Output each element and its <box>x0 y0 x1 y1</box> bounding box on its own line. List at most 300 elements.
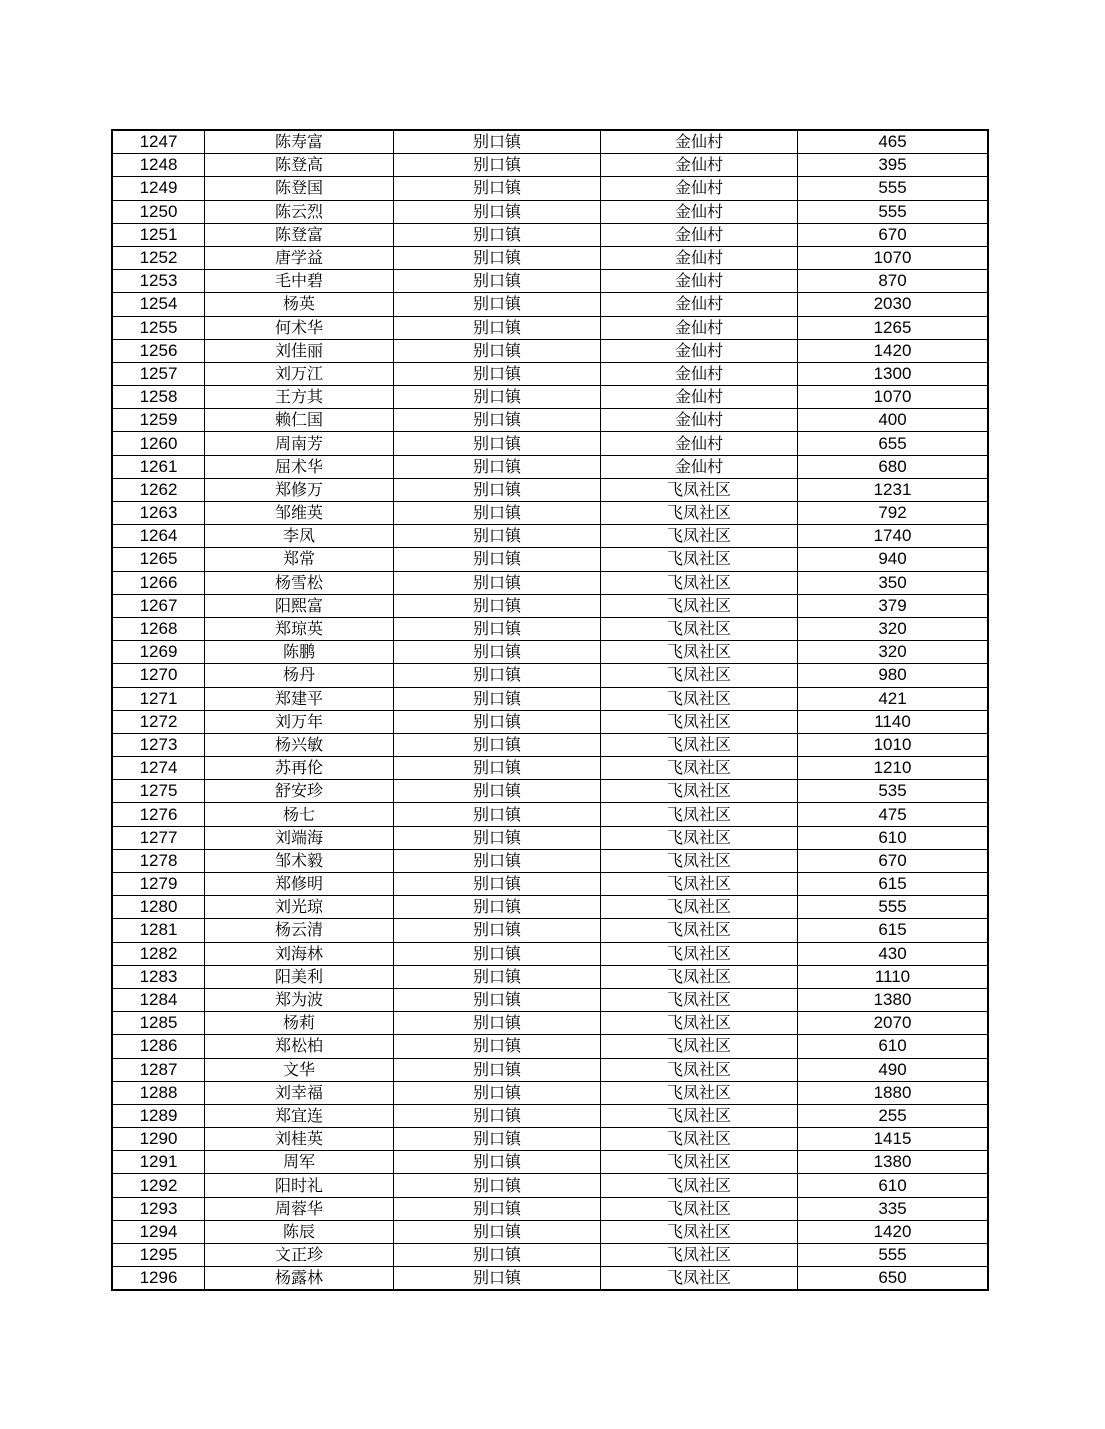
table-row <box>112 130 988 154</box>
table-row <box>112 733 988 756</box>
table-row <box>112 1174 988 1197</box>
table-row <box>112 1128 988 1151</box>
table-row <box>112 502 988 525</box>
amount-cell: 1265 <box>798 316 989 339</box>
amount-cell: 792 <box>798 502 989 525</box>
village-cell: 金仙村 <box>601 293 798 316</box>
village-cell: 金仙村 <box>601 362 798 385</box>
row-number-cell: 1261 <box>112 455 205 478</box>
town-cell: 别口镇 <box>394 617 601 640</box>
village-cell: 金仙村 <box>601 339 798 362</box>
amount-cell: 615 <box>798 873 989 896</box>
name-cell: 郑琼英 <box>205 617 394 640</box>
amount-cell: 980 <box>798 664 989 687</box>
amount-cell: 870 <box>798 270 989 293</box>
row-number-cell: 1266 <box>112 571 205 594</box>
amount-cell: 555 <box>798 177 989 200</box>
table-row <box>112 409 988 432</box>
name-cell: 苏再伦 <box>205 757 394 780</box>
row-number-cell: 1260 <box>112 432 205 455</box>
name-cell: 刘幸福 <box>205 1081 394 1104</box>
row-number-cell: 1258 <box>112 386 205 409</box>
table-row <box>112 826 988 849</box>
amount-cell: 475 <box>798 803 989 826</box>
row-number-cell: 1263 <box>112 502 205 525</box>
village-cell: 飞凤社区 <box>601 641 798 664</box>
row-number-cell: 1256 <box>112 339 205 362</box>
row-number-cell: 1268 <box>112 617 205 640</box>
town-cell: 别口镇 <box>394 1174 601 1197</box>
row-number-cell: 1293 <box>112 1197 205 1220</box>
table-row <box>112 270 988 293</box>
town-cell: 别口镇 <box>394 154 601 177</box>
town-cell: 别口镇 <box>394 849 601 872</box>
village-cell: 金仙村 <box>601 432 798 455</box>
name-cell: 陈登富 <box>205 223 394 246</box>
name-cell: 刘光琼 <box>205 896 394 919</box>
village-cell: 金仙村 <box>601 154 798 177</box>
table-row <box>112 1081 988 1104</box>
row-number-cell: 1278 <box>112 849 205 872</box>
row-number-cell: 1281 <box>112 919 205 942</box>
town-cell: 别口镇 <box>394 571 601 594</box>
name-cell: 舒安珍 <box>205 780 394 803</box>
village-cell: 飞凤社区 <box>601 548 798 571</box>
amount-cell: 650 <box>798 1267 989 1291</box>
name-cell: 杨兴敏 <box>205 733 394 756</box>
amount-cell: 680 <box>798 455 989 478</box>
amount-cell: 1010 <box>798 733 989 756</box>
table-body <box>112 130 988 1290</box>
table-row <box>112 1197 988 1220</box>
row-number-cell: 1290 <box>112 1128 205 1151</box>
table-row <box>112 1151 988 1174</box>
village-cell: 金仙村 <box>601 316 798 339</box>
row-number-cell: 1264 <box>112 525 205 548</box>
row-number-cell: 1287 <box>112 1058 205 1081</box>
row-number-cell: 1255 <box>112 316 205 339</box>
row-number-cell: 1279 <box>112 873 205 896</box>
town-cell: 别口镇 <box>394 1012 601 1035</box>
village-cell: 金仙村 <box>601 270 798 293</box>
town-cell: 别口镇 <box>394 293 601 316</box>
name-cell: 赖仁国 <box>205 409 394 432</box>
table-row <box>112 177 988 200</box>
amount-cell: 465 <box>798 130 989 154</box>
name-cell: 杨莉 <box>205 1012 394 1035</box>
name-cell: 邹术毅 <box>205 849 394 872</box>
town-cell: 别口镇 <box>394 362 601 385</box>
town-cell: 别口镇 <box>394 780 601 803</box>
name-cell: 郑为波 <box>205 988 394 1011</box>
table-row <box>112 432 988 455</box>
table-row <box>112 617 988 640</box>
name-cell: 杨云清 <box>205 919 394 942</box>
name-cell: 周军 <box>205 1151 394 1174</box>
name-cell: 郑常 <box>205 548 394 571</box>
village-cell: 飞凤社区 <box>601 896 798 919</box>
amount-cell: 379 <box>798 594 989 617</box>
town-cell: 别口镇 <box>394 873 601 896</box>
amount-cell: 1070 <box>798 246 989 269</box>
row-number-cell: 1280 <box>112 896 205 919</box>
village-cell: 飞凤社区 <box>601 710 798 733</box>
town-cell: 别口镇 <box>394 896 601 919</box>
name-cell: 杨雪松 <box>205 571 394 594</box>
name-cell: 周南芳 <box>205 432 394 455</box>
name-cell: 刘海林 <box>205 942 394 965</box>
name-cell: 郑修万 <box>205 478 394 501</box>
town-cell: 别口镇 <box>394 988 601 1011</box>
village-cell: 飞凤社区 <box>601 502 798 525</box>
town-cell: 别口镇 <box>394 409 601 432</box>
table-row <box>112 525 988 548</box>
amount-cell: 555 <box>798 200 989 223</box>
table-row <box>112 455 988 478</box>
data-table <box>111 129 989 1291</box>
town-cell: 别口镇 <box>394 1151 601 1174</box>
table-row <box>112 1267 988 1291</box>
village-cell: 飞凤社区 <box>601 664 798 687</box>
amount-cell: 1420 <box>798 1220 989 1243</box>
row-number-cell: 1285 <box>112 1012 205 1035</box>
row-number-cell: 1288 <box>112 1081 205 1104</box>
village-cell: 飞凤社区 <box>601 826 798 849</box>
town-cell: 别口镇 <box>394 942 601 965</box>
village-cell: 金仙村 <box>601 455 798 478</box>
table-row <box>112 548 988 571</box>
town-cell: 别口镇 <box>394 339 601 362</box>
town-cell: 别口镇 <box>394 594 601 617</box>
name-cell: 阳熙富 <box>205 594 394 617</box>
table-row <box>112 1104 988 1127</box>
row-number-cell: 1286 <box>112 1035 205 1058</box>
amount-cell: 615 <box>798 919 989 942</box>
row-number-cell: 1267 <box>112 594 205 617</box>
table-row <box>112 223 988 246</box>
row-number-cell: 1251 <box>112 223 205 246</box>
town-cell: 别口镇 <box>394 1267 601 1291</box>
town-cell: 别口镇 <box>394 1244 601 1267</box>
name-cell: 杨露林 <box>205 1267 394 1291</box>
village-cell: 飞凤社区 <box>601 1058 798 1081</box>
row-number-cell: 1259 <box>112 409 205 432</box>
name-cell: 李凤 <box>205 525 394 548</box>
town-cell: 别口镇 <box>394 919 601 942</box>
town-cell: 别口镇 <box>394 548 601 571</box>
table-row <box>112 803 988 826</box>
name-cell: 杨英 <box>205 293 394 316</box>
amount-cell: 940 <box>798 548 989 571</box>
name-cell: 阳美利 <box>205 965 394 988</box>
amount-cell: 320 <box>798 641 989 664</box>
town-cell: 别口镇 <box>394 1197 601 1220</box>
town-cell: 别口镇 <box>394 757 601 780</box>
village-cell: 飞凤社区 <box>601 803 798 826</box>
name-cell: 何术华 <box>205 316 394 339</box>
name-cell: 文华 <box>205 1058 394 1081</box>
name-cell: 邹维英 <box>205 502 394 525</box>
village-cell: 飞凤社区 <box>601 1244 798 1267</box>
village-cell: 飞凤社区 <box>601 594 798 617</box>
name-cell: 刘端海 <box>205 826 394 849</box>
amount-cell: 1110 <box>798 965 989 988</box>
town-cell: 别口镇 <box>394 687 601 710</box>
table-row <box>112 687 988 710</box>
town-cell: 别口镇 <box>394 270 601 293</box>
amount-cell: 610 <box>798 1174 989 1197</box>
town-cell: 别口镇 <box>394 641 601 664</box>
town-cell: 别口镇 <box>394 525 601 548</box>
row-number-cell: 1273 <box>112 733 205 756</box>
name-cell: 文正珍 <box>205 1244 394 1267</box>
row-number-cell: 1254 <box>112 293 205 316</box>
name-cell: 陈云烈 <box>205 200 394 223</box>
table-row <box>112 316 988 339</box>
amount-cell: 2030 <box>798 293 989 316</box>
name-cell: 杨丹 <box>205 664 394 687</box>
amount-cell: 490 <box>798 1058 989 1081</box>
row-number-cell: 1294 <box>112 1220 205 1243</box>
amount-cell: 255 <box>798 1104 989 1127</box>
name-cell: 屈术华 <box>205 455 394 478</box>
village-cell: 飞凤社区 <box>601 988 798 1011</box>
village-cell: 金仙村 <box>601 246 798 269</box>
table-row <box>112 780 988 803</box>
table-row <box>112 200 988 223</box>
town-cell: 别口镇 <box>394 177 601 200</box>
name-cell: 郑宜连 <box>205 1104 394 1127</box>
amount-cell: 350 <box>798 571 989 594</box>
town-cell: 别口镇 <box>394 386 601 409</box>
town-cell: 别口镇 <box>394 664 601 687</box>
town-cell: 别口镇 <box>394 130 601 154</box>
village-cell: 飞凤社区 <box>601 525 798 548</box>
name-cell: 陈鹏 <box>205 641 394 664</box>
village-cell: 飞凤社区 <box>601 687 798 710</box>
row-number-cell: 1276 <box>112 803 205 826</box>
name-cell: 刘万江 <box>205 362 394 385</box>
row-number-cell: 1253 <box>112 270 205 293</box>
village-cell: 飞凤社区 <box>601 733 798 756</box>
amount-cell: 555 <box>798 1244 989 1267</box>
name-cell: 周蓉华 <box>205 1197 394 1220</box>
village-cell: 飞凤社区 <box>601 1035 798 1058</box>
row-number-cell: 1289 <box>112 1104 205 1127</box>
village-cell: 飞凤社区 <box>601 1267 798 1291</box>
row-number-cell: 1274 <box>112 757 205 780</box>
town-cell: 别口镇 <box>394 478 601 501</box>
amount-cell: 1140 <box>798 710 989 733</box>
village-cell: 飞凤社区 <box>601 571 798 594</box>
amount-cell: 2070 <box>798 1012 989 1035</box>
amount-cell: 670 <box>798 223 989 246</box>
name-cell: 陈登高 <box>205 154 394 177</box>
table-row <box>112 710 988 733</box>
amount-cell: 610 <box>798 1035 989 1058</box>
table-row <box>112 362 988 385</box>
table-row <box>112 849 988 872</box>
name-cell: 郑建平 <box>205 687 394 710</box>
name-cell: 刘桂英 <box>205 1128 394 1151</box>
row-number-cell: 1275 <box>112 780 205 803</box>
row-number-cell: 1295 <box>112 1244 205 1267</box>
town-cell: 别口镇 <box>394 826 601 849</box>
amount-cell: 1380 <box>798 988 989 1011</box>
village-cell: 飞凤社区 <box>601 757 798 780</box>
village-cell: 金仙村 <box>601 409 798 432</box>
amount-cell: 1420 <box>798 339 989 362</box>
row-number-cell: 1257 <box>112 362 205 385</box>
town-cell: 别口镇 <box>394 223 601 246</box>
table-row <box>112 919 988 942</box>
name-cell: 郑松柏 <box>205 1035 394 1058</box>
table-row <box>112 154 988 177</box>
row-number-cell: 1270 <box>112 664 205 687</box>
amount-cell: 430 <box>798 942 989 965</box>
amount-cell: 1740 <box>798 525 989 548</box>
table-row <box>112 1220 988 1243</box>
town-cell: 别口镇 <box>394 455 601 478</box>
amount-cell: 1880 <box>798 1081 989 1104</box>
row-number-cell: 1296 <box>112 1267 205 1291</box>
table-row <box>112 293 988 316</box>
amount-cell: 395 <box>798 154 989 177</box>
village-cell: 飞凤社区 <box>601 965 798 988</box>
table-row <box>112 246 988 269</box>
village-cell: 飞凤社区 <box>601 1081 798 1104</box>
amount-cell: 335 <box>798 1197 989 1220</box>
town-cell: 别口镇 <box>394 1058 601 1081</box>
row-number-cell: 1284 <box>112 988 205 1011</box>
village-cell: 飞凤社区 <box>601 1012 798 1035</box>
row-number-cell: 1291 <box>112 1151 205 1174</box>
amount-cell: 535 <box>798 780 989 803</box>
table-row <box>112 873 988 896</box>
village-cell: 金仙村 <box>601 130 798 154</box>
table-row <box>112 641 988 664</box>
amount-cell: 421 <box>798 687 989 710</box>
village-cell: 飞凤社区 <box>601 780 798 803</box>
town-cell: 别口镇 <box>394 1081 601 1104</box>
table-row <box>112 1012 988 1035</box>
town-cell: 别口镇 <box>394 432 601 455</box>
town-cell: 别口镇 <box>394 803 601 826</box>
amount-cell: 1070 <box>798 386 989 409</box>
village-cell: 金仙村 <box>601 177 798 200</box>
village-cell: 飞凤社区 <box>601 849 798 872</box>
village-cell: 飞凤社区 <box>601 1128 798 1151</box>
row-number-cell: 1252 <box>112 246 205 269</box>
village-cell: 金仙村 <box>601 223 798 246</box>
amount-cell: 610 <box>798 826 989 849</box>
village-cell: 金仙村 <box>601 386 798 409</box>
row-number-cell: 1248 <box>112 154 205 177</box>
row-number-cell: 1272 <box>112 710 205 733</box>
amount-cell: 400 <box>798 409 989 432</box>
town-cell: 别口镇 <box>394 710 601 733</box>
row-number-cell: 1249 <box>112 177 205 200</box>
table-row <box>112 594 988 617</box>
amount-cell: 1210 <box>798 757 989 780</box>
town-cell: 别口镇 <box>394 965 601 988</box>
village-cell: 飞凤社区 <box>601 919 798 942</box>
town-cell: 别口镇 <box>394 733 601 756</box>
row-number-cell: 1269 <box>112 641 205 664</box>
village-cell: 飞凤社区 <box>601 1220 798 1243</box>
name-cell: 阳时礼 <box>205 1174 394 1197</box>
town-cell: 别口镇 <box>394 1128 601 1151</box>
table-row <box>112 988 988 1011</box>
town-cell: 别口镇 <box>394 200 601 223</box>
table-row <box>112 478 988 501</box>
row-number-cell: 1265 <box>112 548 205 571</box>
amount-cell: 1300 <box>798 362 989 385</box>
row-number-cell: 1277 <box>112 826 205 849</box>
table-row <box>112 386 988 409</box>
name-cell: 毛中碧 <box>205 270 394 293</box>
village-cell: 飞凤社区 <box>601 617 798 640</box>
name-cell: 王方其 <box>205 386 394 409</box>
amount-cell: 1380 <box>798 1151 989 1174</box>
row-number-cell: 1292 <box>112 1174 205 1197</box>
name-cell: 杨七 <box>205 803 394 826</box>
table-row <box>112 1244 988 1267</box>
town-cell: 别口镇 <box>394 246 601 269</box>
row-number-cell: 1282 <box>112 942 205 965</box>
village-cell: 飞凤社区 <box>601 1104 798 1127</box>
village-cell: 飞凤社区 <box>601 873 798 896</box>
row-number-cell: 1250 <box>112 200 205 223</box>
table-row <box>112 896 988 919</box>
town-cell: 别口镇 <box>394 1220 601 1243</box>
town-cell: 别口镇 <box>394 502 601 525</box>
amount-cell: 670 <box>798 849 989 872</box>
name-cell: 郑修明 <box>205 873 394 896</box>
name-cell: 陈登国 <box>205 177 394 200</box>
village-cell: 飞凤社区 <box>601 478 798 501</box>
table-row <box>112 339 988 362</box>
name-cell: 唐学益 <box>205 246 394 269</box>
name-cell: 陈寿富 <box>205 130 394 154</box>
town-cell: 别口镇 <box>394 1035 601 1058</box>
town-cell: 别口镇 <box>394 316 601 339</box>
amount-cell: 320 <box>798 617 989 640</box>
row-number-cell: 1262 <box>112 478 205 501</box>
table-row <box>112 757 988 780</box>
village-cell: 飞凤社区 <box>601 1174 798 1197</box>
table-row <box>112 965 988 988</box>
village-cell: 金仙村 <box>601 200 798 223</box>
village-cell: 飞凤社区 <box>601 942 798 965</box>
amount-cell: 555 <box>798 896 989 919</box>
village-cell: 飞凤社区 <box>601 1197 798 1220</box>
table-row <box>112 571 988 594</box>
town-cell: 别口镇 <box>394 1104 601 1127</box>
table-row <box>112 664 988 687</box>
row-number-cell: 1271 <box>112 687 205 710</box>
table-row <box>112 1035 988 1058</box>
amount-cell: 1415 <box>798 1128 989 1151</box>
name-cell: 刘佳丽 <box>205 339 394 362</box>
name-cell: 陈辰 <box>205 1220 394 1243</box>
amount-cell: 655 <box>798 432 989 455</box>
row-number-cell: 1283 <box>112 965 205 988</box>
row-number-cell: 1247 <box>112 130 205 154</box>
table-row <box>112 942 988 965</box>
amount-cell: 1231 <box>798 478 989 501</box>
table-row <box>112 1058 988 1081</box>
